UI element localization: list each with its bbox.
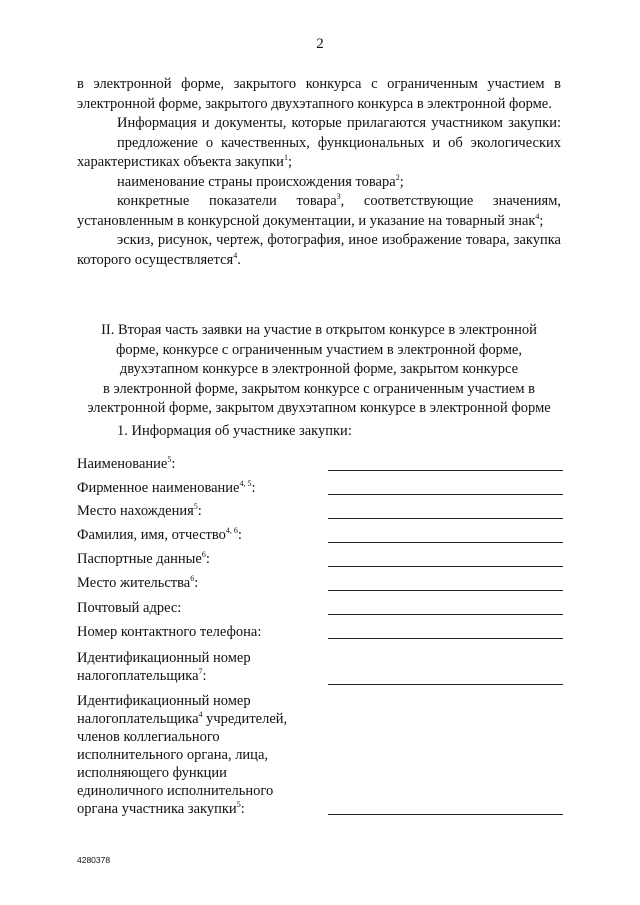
name-input-line[interactable] [328, 470, 563, 471]
field-label-inn: Идентификационный номер налогоплательщика$^7$: [77, 650, 251, 684]
company-name-input-line[interactable] [328, 494, 563, 495]
paragraph-1: в электронной форме, закрытого конкурса с ограниченным участием в электронной форме, закрытого двухэтапного конкурса в электронной форме. [77, 76, 561, 112]
footnote-ref: 1 [283, 153, 288, 162]
footnote-ref: 3 [336, 192, 341, 201]
paragraph-4: наименование страны происхождения товара$^2$; [117, 172, 404, 190]
footnote-ref: 2 [395, 172, 400, 182]
field-label-location: Место нахождения$^5$: [77, 502, 202, 519]
paragraph-5: конкретные показатели товара$^3$, соответствующие значениям, установленным в конкурсной документации, и указание на товарный знак$^4$; [77, 192, 561, 229]
section-heading-line: электронной форме, закрытом двухэтапном конкурсе в электронной форме [87, 400, 551, 416]
field-label-company-name: Фирменное наименование$^{4, 5}$: [77, 479, 256, 496]
section-heading-line: в электронной форме, закрытом конкурсе с ограниченным участием в [103, 380, 535, 397]
paragraph-6: эскиз, рисунок, чертеж, фотография, иное изображение товара, закупка которого осуществляется$^4$. [77, 232, 561, 268]
passport-input-line[interactable] [328, 566, 563, 567]
field-label-founders-inn: Идентификационный номер налогоплательщика$^4$ учредителей, членов коллегиального исполнительного органа, лица, исполняющего функции единоличного исполнительного органа участника закупки$^5$: [77, 693, 288, 817]
residence-input-line[interactable] [328, 590, 563, 591]
page-number: 2 [316, 36, 324, 52]
footnote-ref: 4 [535, 211, 540, 221]
section-heading-line: форме, конкурсе с ограниченным участием в электронной форме, [116, 341, 522, 358]
paragraph-2: Информация и документы, которые прилагаются участником закупки: [117, 115, 561, 131]
subsection-title: 1. Информация об участнике закупки: [117, 423, 352, 439]
paragraph-3: предложение о качественных, функциональных и об экологических характеристиках объекта закупки$^1$; [77, 134, 561, 170]
phone-input-line[interactable] [328, 638, 563, 639]
document-code: 4280378 [77, 855, 111, 865]
body-text [77, 75, 561, 270]
field-label-passport: Паспортные данные$^6$: [77, 550, 210, 567]
field-label-full-name: Фамилия, имя, отчество$^{4, 6}$: [77, 526, 242, 543]
section-heading-line: двухэтапном конкурсе в электронной форме, закрытом конкурсе [119, 361, 519, 377]
founders-inn-input-line[interactable] [328, 814, 563, 815]
section-heading [77, 321, 561, 419]
footnote-ref: 4 [233, 250, 238, 260]
postal-address-input-line[interactable] [328, 614, 563, 615]
field-label-name: Наименование$^5$: [77, 455, 176, 472]
location-input-line[interactable] [328, 518, 563, 519]
full-name-input-line[interactable] [328, 542, 563, 543]
field-label-residence: Место жительства$^6$: [77, 574, 199, 591]
inn-input-line[interactable] [328, 684, 563, 685]
field-label-phone: Номер контактного телефона: [77, 624, 262, 640]
field-label-postal-address: Почтовый адрес: [77, 600, 182, 616]
section-heading-line: II. Вторая часть заявки на участие в открытом конкурсе в электронной [101, 322, 537, 338]
